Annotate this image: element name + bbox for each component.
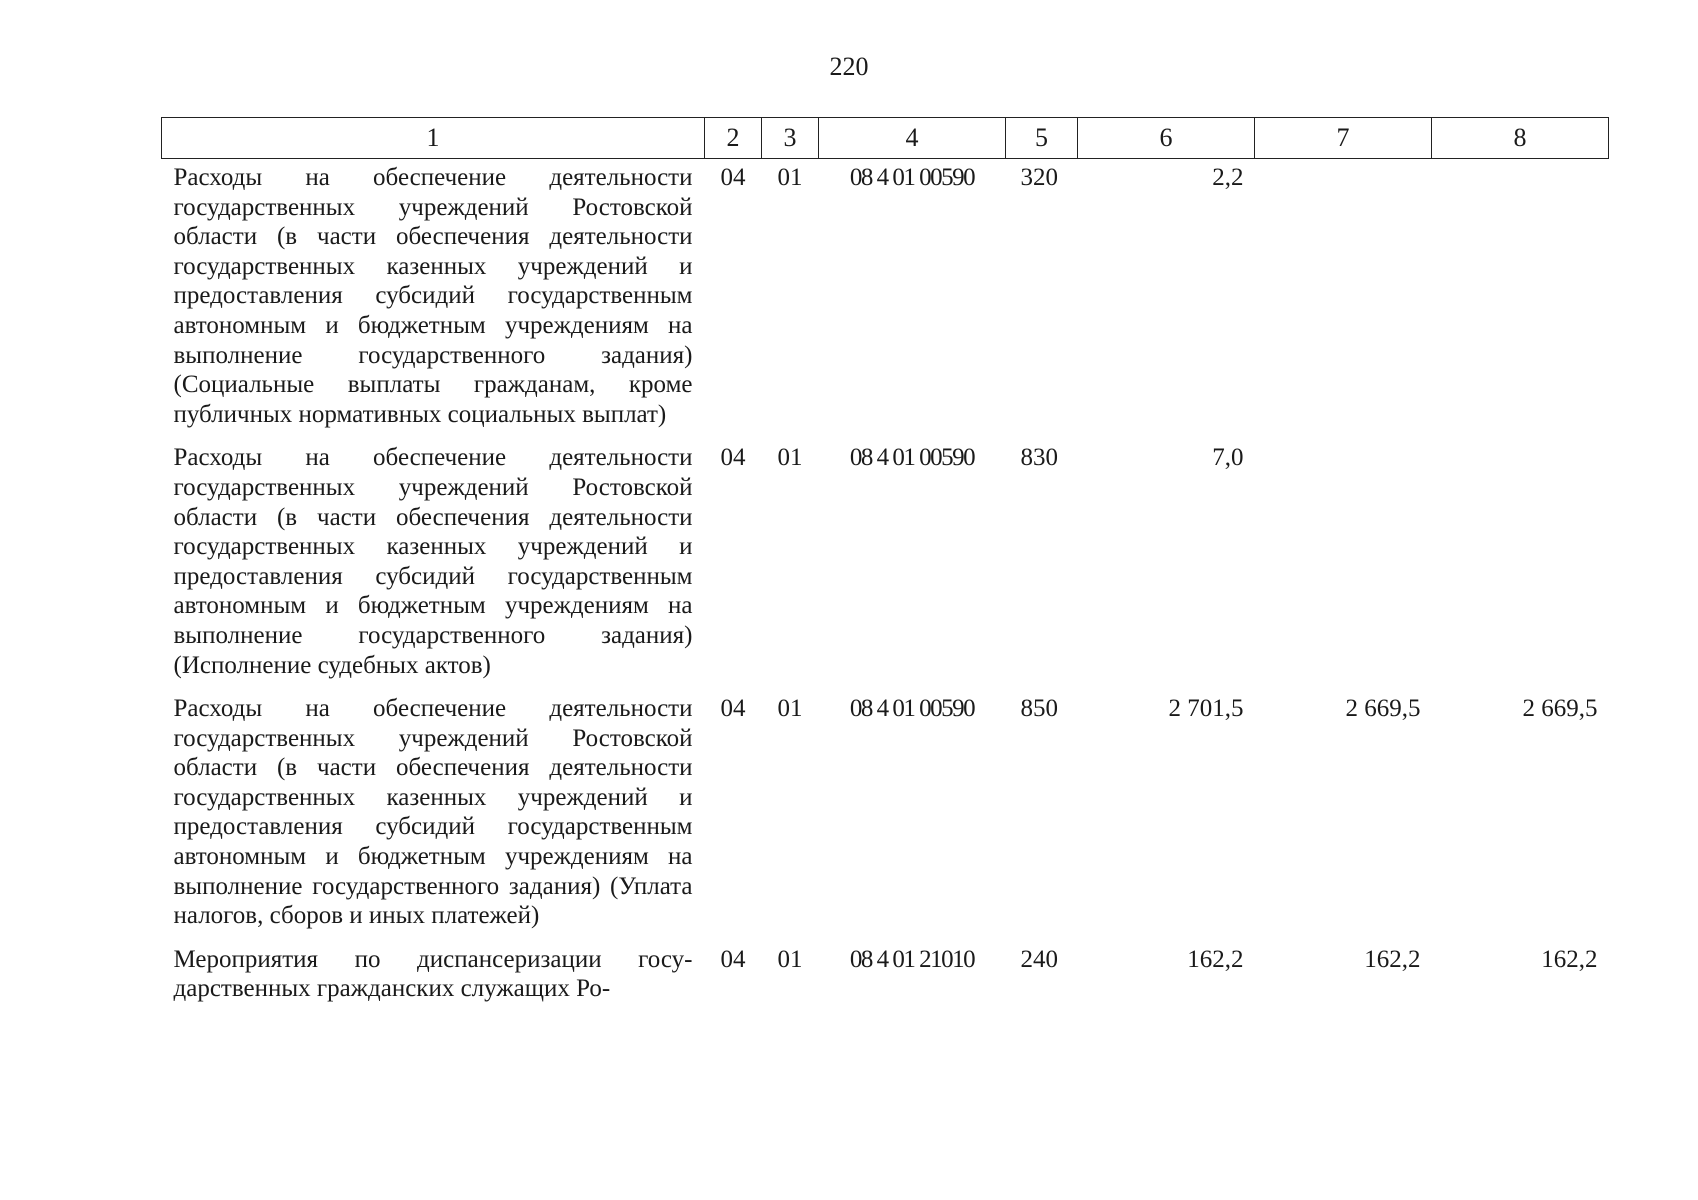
row-amount-1: 2,2 <box>1212 164 1244 191</box>
row-description: Мероприятия по диспансеризации государственных гражданских служащих Ро- <box>173 945 693 1003</box>
row-amount-3 <box>1432 159 1609 440</box>
row-amount-2 <box>1255 159 1432 440</box>
row-amount-2 <box>1255 439 1432 690</box>
row-amount-1: 7,0 <box>1212 444 1244 472</box>
row-expense-type: 240 <box>1020 945 1058 973</box>
column-header-8: 8 <box>1432 118 1609 159</box>
row-expense-type: 320 <box>1020 164 1058 191</box>
table-row <box>162 159 1609 440</box>
row-description: Расходы на обеспечение деятельности государственных учреждений Ростовской области (в части обеспечения деятельности государственных казенных учреждений и предоставления субсидий государственным автономным и бюджетным учреждениям на выполнение государственного задания) (Исполнение судебных актов) <box>173 444 693 679</box>
row-subsection: 01 <box>777 164 803 191</box>
row-section: 04 <box>720 945 746 973</box>
row-amount-2: 162,2 <box>1364 945 1421 973</box>
budget-table <box>161 117 1609 1004</box>
row-target-article: 08 4 01 00590 <box>849 444 975 472</box>
row-amount-2: 2 669,5 <box>1345 695 1421 723</box>
column-header-1: 1 <box>162 118 705 159</box>
column-header-3: 3 <box>762 118 819 159</box>
row-description: Расходы на обеспечение деятельности государственных учреждений Ростовской области (в части обеспечения деятельности государственных казенных учреждений и предоставления субсидий государственным автономным и бюджетным учреждениям на выполнение государственного задания) (Уплата налогов, сборов и иных платежей) <box>173 695 693 930</box>
column-number-row <box>162 118 1609 159</box>
row-section: 04 <box>720 164 746 191</box>
table-row <box>162 439 1609 690</box>
row-target-article: 08 4 01 21010 <box>849 945 975 973</box>
row-subsection: 01 <box>777 945 803 973</box>
column-header-4: 4 <box>819 118 1006 159</box>
row-expense-type: 850 <box>1020 695 1058 723</box>
row-section: 04 <box>720 444 746 472</box>
row-amount-1: 2 701,5 <box>1168 695 1244 723</box>
row-section: 04 <box>720 695 746 723</box>
column-header-7: 7 <box>1255 118 1432 159</box>
page-number: 220 <box>829 52 869 81</box>
row-amount-3 <box>1432 439 1609 690</box>
table-row <box>162 690 1609 941</box>
row-subsection: 01 <box>777 444 803 472</box>
row-target-article: 08 4 01 00590 <box>849 164 975 191</box>
row-amount-3: 162,2 <box>1541 945 1598 973</box>
row-amount-1: 162,2 <box>1187 945 1244 973</box>
column-header-6: 6 <box>1078 118 1255 159</box>
column-header-5: 5 <box>1006 118 1078 159</box>
row-subsection: 01 <box>777 695 803 723</box>
row-target-article: 08 4 01 00590 <box>849 695 975 723</box>
column-header-2: 2 <box>705 118 762 159</box>
row-description: Расходы на обеспечение деятельности государственных учреждений Ростовской области (в части обеспечения деятельности государственных казенных учреждений и предоставления субсидий государственным автономным и бюджетным учреждениям на выполнение государственного задания) (Социальные выплаты гражданам, кроме публичных нормативных социальных выплат) <box>173 164 693 428</box>
row-expense-type: 830 <box>1020 444 1058 472</box>
row-amount-3: 2 669,5 <box>1522 695 1598 723</box>
table-row <box>162 941 1609 1004</box>
